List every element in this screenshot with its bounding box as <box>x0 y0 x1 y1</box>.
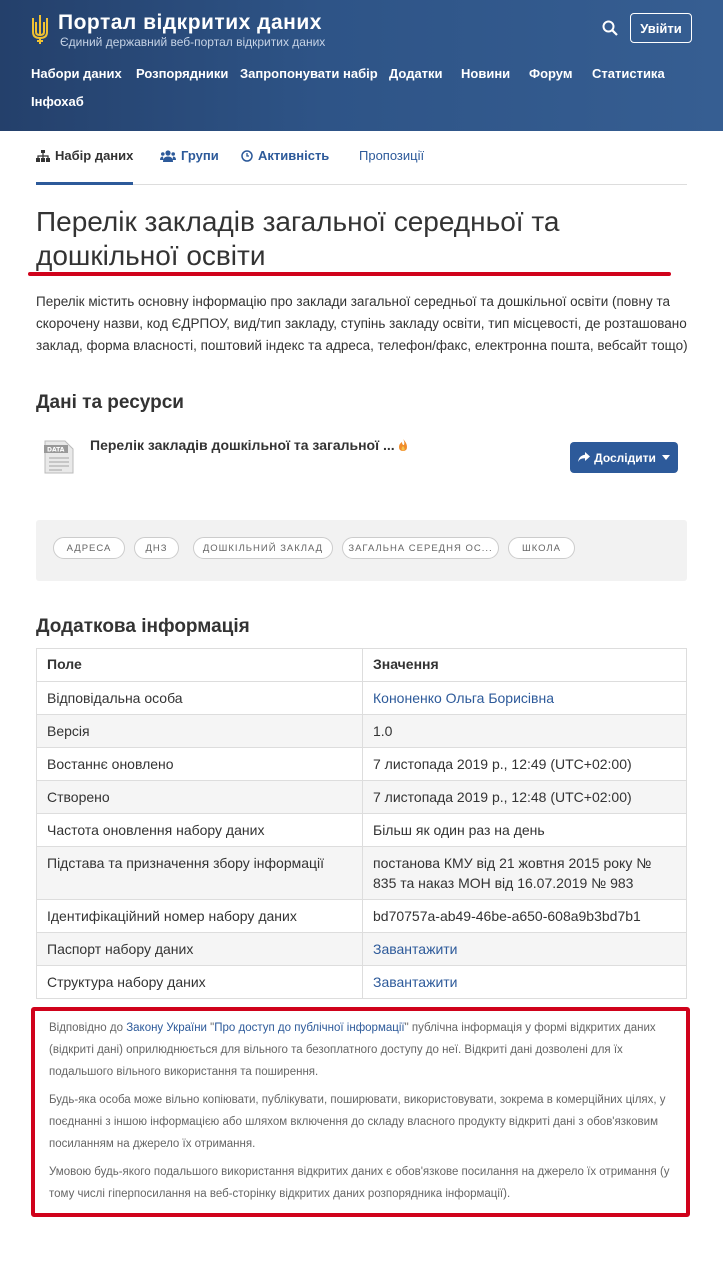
table-header-row <box>37 649 687 682</box>
title-highlight-underline <box>28 272 671 276</box>
trident-logo-icon[interactable] <box>30 14 50 46</box>
tag-dnz[interactable]: ДНЗ <box>134 537 179 559</box>
login-button[interactable]: Увійти <box>630 13 692 43</box>
caret-down-icon <box>662 455 670 460</box>
value-cell <box>363 682 687 715</box>
column-header-field: Поле <box>37 649 363 682</box>
notice-text: Відповідно до <box>49 1022 127 1034</box>
fire-icon <box>397 438 409 452</box>
explore-button[interactable] <box>570 442 678 473</box>
table-row <box>37 900 687 933</box>
explore-button-label: Дослідити <box>594 450 656 465</box>
page-title: Перелік закладів загальної середньої та дошкільної освіти <box>36 206 560 271</box>
table-row <box>37 748 687 781</box>
field-cell: Версія <box>37 715 363 748</box>
field-cell: Підстава та призначення збору інформації <box>37 847 363 900</box>
additional-info-heading: Додаткова інформація <box>36 616 250 637</box>
resources-heading: Дані та ресурси <box>36 392 184 413</box>
nav-managers[interactable]: Розпорядники <box>136 66 229 81</box>
value-cell: постанова КМУ від 21 жовтня 2015 року № 835 та наказ МОН від 16.07.2019 № 983 <box>363 847 687 900</box>
data-file-icon <box>44 440 74 474</box>
notice-paragraph <box>49 1017 677 1083</box>
table-row <box>37 966 687 999</box>
tab-dataset-label: Набір даних <box>55 148 134 163</box>
field-cell: Частота оновлення набору даних <box>37 814 363 847</box>
sitemap-icon <box>36 150 50 162</box>
site-title[interactable]: Портал відкритих даних <box>58 11 322 34</box>
law-link[interactable]: Закону України <box>126 1022 207 1034</box>
tab-activity-label: Активність <box>258 148 330 163</box>
value-cell <box>363 966 687 999</box>
tag-school[interactable]: ШКОЛА <box>508 537 575 559</box>
tab-groups[interactable] <box>160 148 219 163</box>
open-data-notice <box>31 1007 690 1217</box>
value-cell: 1.0 <box>363 715 687 748</box>
value-cell: Більш як один раз на день <box>363 814 687 847</box>
resource-item[interactable] <box>90 437 409 453</box>
field-cell: Створено <box>37 781 363 814</box>
tab-groups-label: Групи <box>181 148 219 163</box>
value-cell: 7 листопада 2019 р., 12:49 (UTC+02:00) <box>363 748 687 781</box>
users-icon <box>160 150 176 162</box>
clock-icon <box>241 150 253 162</box>
field-cell: Структура набору даних <box>37 966 363 999</box>
field-cell: Востаннє оновлено <box>37 748 363 781</box>
passport-download-link[interactable]: Завантажити <box>373 941 458 957</box>
table-row <box>37 814 687 847</box>
site-header <box>0 0 723 131</box>
structure-download-link[interactable]: Завантажити <box>373 974 458 990</box>
public-info-law-link[interactable]: Про доступ до публічної інформації <box>214 1022 405 1034</box>
table-row <box>37 682 687 715</box>
active-tab-indicator <box>36 182 133 185</box>
data-file-icon-label: DATA <box>47 446 65 454</box>
notice-paragraph: Умовою будь-якого подальшого використання відкритих даних є обов'язкове посилання на джерело їх отримання (у тому числі гіперпосилання на веб-сторінку відкритих даних розпорядника інформації). <box>49 1166 670 1200</box>
dataset-tabs <box>36 140 687 185</box>
nav-statistics[interactable]: Статистика <box>592 66 665 81</box>
table-row <box>37 933 687 966</box>
tag-general-secondary[interactable]: ЗАГАЛЬНА СЕРЕДНЯ ОС... <box>342 537 499 559</box>
nav-datasets[interactable]: Набори даних <box>31 66 122 81</box>
value-cell: 7 листопада 2019 р., 12:48 (UTC+02:00) <box>363 781 687 814</box>
notice-text: " <box>206 1022 215 1034</box>
notice-paragraph: Будь-яка особа може вільно копіювати, публікувати, поширювати, використовувати, зокрема в комерційних цілях, у поєднанні з іншою інформацією або шляхом включення до складу власного продукту відкриті дані з обов'язковим посиланням на джерело їх отримання. <box>49 1094 666 1150</box>
tag-address[interactable]: АДРЕСА <box>53 537 125 559</box>
tab-proposals[interactable] <box>359 148 424 163</box>
value-cell <box>363 933 687 966</box>
nav-forum[interactable]: Форум <box>529 66 573 81</box>
share-arrow-icon <box>578 452 590 463</box>
table-row <box>37 781 687 814</box>
nav-propose-set[interactable]: Запропонувати набір <box>240 66 378 81</box>
table-row <box>37 847 687 900</box>
tag-preschool[interactable]: ДОШКІЛЬНИЙ ЗАКЛАД <box>193 537 333 559</box>
column-header-value: Значення <box>363 649 687 682</box>
responsible-person-link[interactable]: Кононенко Ольга Борисівна <box>373 690 554 706</box>
field-cell: Відповідальна особа <box>37 682 363 715</box>
tab-activity[interactable] <box>241 148 329 163</box>
tags-container <box>36 520 687 581</box>
notice-text: " публічна інформація у формі відкритих даних (відкриті дані) оприлюднюється для вільного та безоплатного доступу до неї. Відкриті дані дозволені для їх подальшого вільного використання та поширення. <box>49 1022 656 1078</box>
search-icon[interactable] <box>602 20 618 36</box>
field-cell: Ідентифікаційний номер набору даних <box>37 900 363 933</box>
nav-apps[interactable]: Додатки <box>389 66 443 81</box>
additional-info-table <box>36 648 687 999</box>
site-subtitle: Єдиний державний веб-портал відкритих даних <box>60 35 326 49</box>
tab-proposals-label: Пропозиції <box>359 148 425 163</box>
tab-dataset[interactable] <box>36 148 133 163</box>
dataset-description: Перелік містить основну інформацію про заклади загальної середньої та дошкільної освіти (повну та скорочену назви, код ЄДРПОУ, вид/тип закладу, ступінь закладу освіти, тип місцевості, де розташовано заклад, форма власності, поштовий індекс та адреса, телефон/факс, електронна пошта, вебсайт тощо) <box>36 294 688 353</box>
nav-infohub[interactable]: Інфохаб <box>31 94 84 109</box>
value-cell: bd70757a-ab49-46be-a650-608a9b3bd7b1 <box>363 900 687 933</box>
table-row <box>37 715 687 748</box>
nav-news[interactable]: Новини <box>461 66 511 81</box>
field-cell: Паспорт набору даних <box>37 933 363 966</box>
resource-title[interactable]: Перелік закладів дошкільної та загальної ... <box>90 437 395 453</box>
